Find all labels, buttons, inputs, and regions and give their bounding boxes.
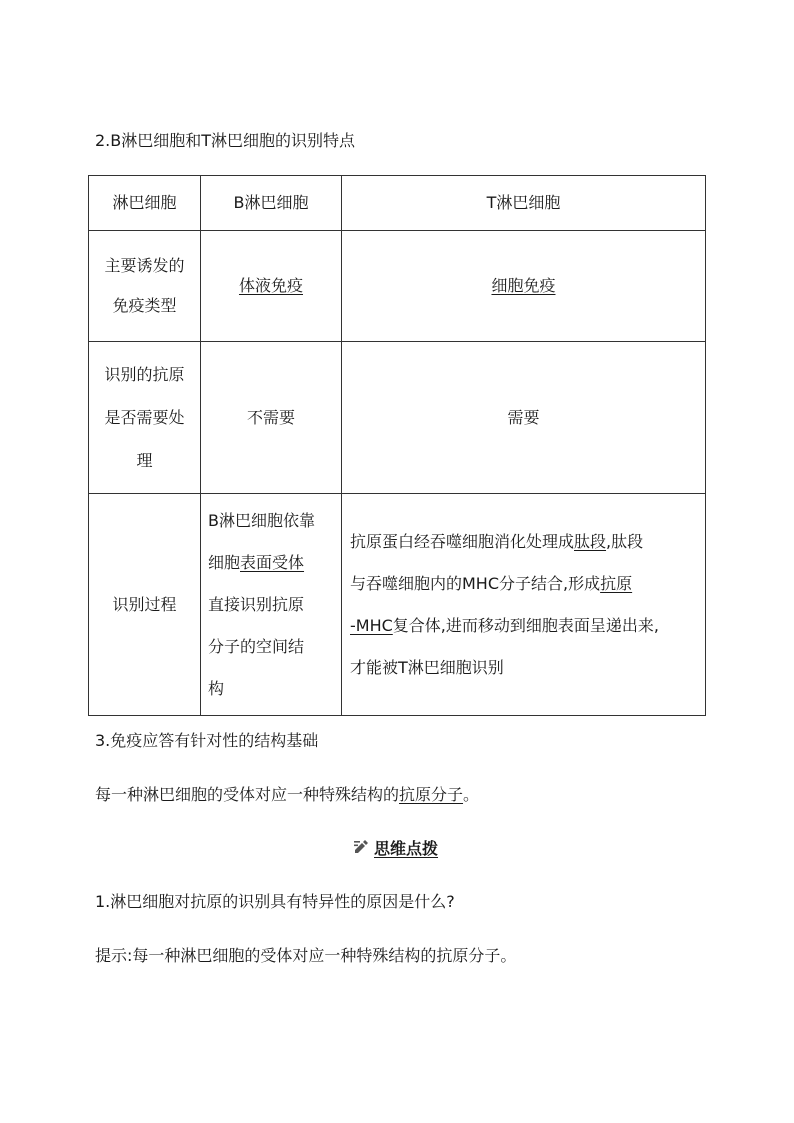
text-line: 直接识别抗原 xyxy=(208,594,305,614)
thinking-tip-label: 思维点拨 xyxy=(374,838,439,858)
mhc-complex-term: -MHC xyxy=(350,615,393,635)
antigen-molecule-term: 抗原分子 xyxy=(399,785,464,804)
text-line: 构 xyxy=(208,678,225,698)
table-row xyxy=(89,231,706,342)
cell-value: 不需要 xyxy=(246,407,295,427)
text-fragment: 每一种淋巴细胞的受体对应一种特殊结构的 xyxy=(95,785,400,804)
text-line xyxy=(350,532,643,552)
text-line xyxy=(350,574,632,594)
row-label-recognition-process xyxy=(89,494,201,716)
row-label-immunity-type xyxy=(89,231,201,342)
row-label-line: 识别过程 xyxy=(112,594,177,614)
row-label-line: 识别的抗原 xyxy=(104,364,185,384)
text-fragment: 复合体,进而移动到细胞表面呈递出来, xyxy=(392,615,659,635)
thinking-tip-title xyxy=(353,838,438,859)
table-row xyxy=(89,494,706,716)
humoral-immunity-term: 体液免疫 xyxy=(238,276,303,295)
row-label-antigen-processing xyxy=(89,342,201,494)
surface-receptor-term: 表面受体 xyxy=(240,552,305,572)
text-fragment: 。 xyxy=(463,785,480,804)
cell-value: 需要 xyxy=(507,407,540,427)
tip-answer: 提示:每一种淋巴细胞的受体对应一种特殊结构的抗原分子。 xyxy=(95,946,517,965)
text-fragment: 细胞 xyxy=(208,552,241,572)
section-3-body xyxy=(95,785,479,805)
text-line: 才能被T淋巴细胞识别 xyxy=(350,657,504,677)
antigen-term: 抗原 xyxy=(600,573,633,593)
cellular-immunity-term: 细胞免疫 xyxy=(491,276,556,295)
text-line xyxy=(208,553,304,573)
t-cell-antigen-processing xyxy=(342,342,706,494)
pencil-note-icon xyxy=(353,838,371,859)
section-3-heading: 3.免疫应答有针对性的结构基础 xyxy=(95,731,319,750)
text-fragment: 抗原蛋白经吞噬细胞消化处理成 xyxy=(350,531,575,551)
b-cell-recognition-process xyxy=(201,494,342,716)
b-cell-antigen-processing xyxy=(201,342,342,494)
tip-question: 1.淋巴细胞对抗原的识别具有特异性的原因是什么? xyxy=(95,892,455,911)
header-cell-t-cell: T淋巴细胞 xyxy=(342,176,706,231)
row-label-line: 理 xyxy=(136,450,153,470)
table-row xyxy=(89,342,706,494)
b-cell-immunity-type xyxy=(201,231,342,342)
row-label-line: 免疫类型 xyxy=(112,296,177,315)
text-line xyxy=(350,616,659,636)
header-cell-lymphocyte: 淋巴细胞 xyxy=(89,176,201,231)
text-line: B淋巴细胞依靠 xyxy=(208,510,315,530)
table-row xyxy=(89,176,706,231)
section-2-heading: 2.B淋巴细胞和T淋巴细胞的识别特点 xyxy=(95,131,356,150)
lymphocyte-comparison-table xyxy=(88,175,706,716)
peptide-term: 肽段 xyxy=(574,531,607,551)
text-fragment: 与吞噬细胞内的MHC分子结合,形成 xyxy=(350,573,601,593)
t-cell-recognition-process xyxy=(342,494,706,716)
text-line: 分子的空间结 xyxy=(208,636,305,656)
row-label-line: 主要诱发的 xyxy=(104,256,185,275)
row-label-line: 是否需要处 xyxy=(104,407,185,427)
t-cell-immunity-type xyxy=(342,231,706,342)
header-cell-b-cell: B淋巴细胞 xyxy=(201,176,342,231)
text-fragment: ,肽段 xyxy=(606,531,644,551)
